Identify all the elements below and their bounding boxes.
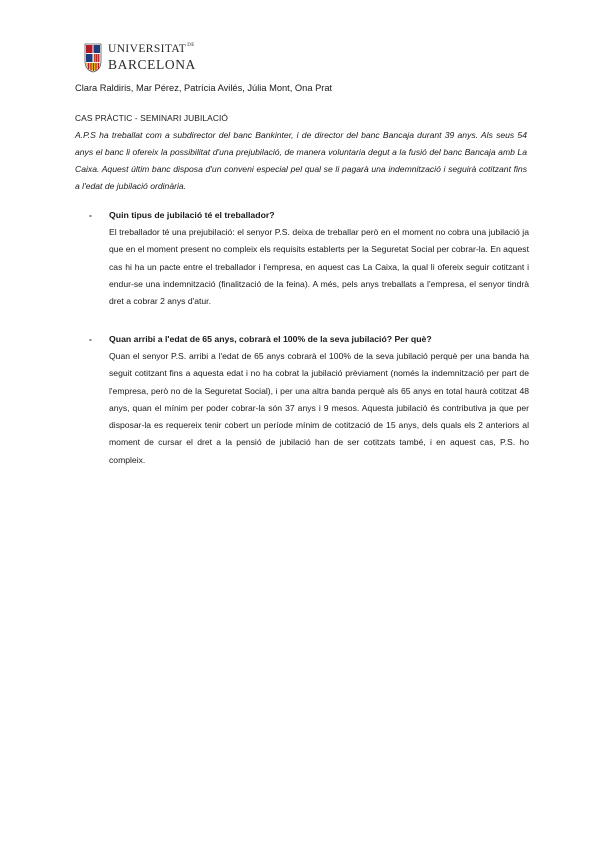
question-text: Quin tipus de jubilació té el treballador? <box>109 210 275 220</box>
question-heading <box>89 332 529 346</box>
case-description: A.P.S ha treballat com a subdirector del banc Bankinter, i de director del banc Bancaja durant 39 anys. Als seus 54 anys el banc li ofereix la possibilitat d'una prejubilació, de manera voluntaria degut a la fusió del banc Bancaja amb La Caixa. Aquest últim banc disposa d'un conveni especial pel qual se li pagarà una indemnització i seguirà cotitzant fins a l'edat de jubilació ordinària. <box>75 130 527 191</box>
logo-line-1: $UNIVERSITAT^{DE}$ <box>108 43 195 55</box>
list-bullet: - <box>89 334 92 344</box>
question-block-1 <box>89 208 529 310</box>
university-shield-icon <box>84 43 102 73</box>
question-text: Quan arribi a l'edat de 65 anys, cobrarà el 100% de la seva jubilació? Per què? <box>109 334 432 344</box>
list-bullet: - <box>89 210 92 220</box>
document-title: CAS PRÀCTIC - SEMINARI JUBILACIÓ <box>75 113 229 123</box>
university-logo <box>84 42 194 76</box>
authors: Clara Raldiris, Mar Pérez, Patrícia Avilés, Júlia Mont, Ona Prat <box>75 83 333 93</box>
question-heading <box>89 208 529 222</box>
question-block-2 <box>89 332 529 469</box>
logo-line-2: BARCELONA <box>108 57 196 72</box>
answer-text: El treballador té una prejubilació: el senyor P.S. deixa de treballar però en el moment no cobra una jubilació ja que en el moment present no compleix els requisits establerts per la Seguretat Social per cobrar-la. En aquest cas hi ha un pacte entre el treballador i l'empresa, en aquest cas La Caixa, la qual li ofereix seguir cotitzant i endur-se una indemnització (finalització de la feina). A més, pels anys treballats a l'empresa, el senyor tindrà dret a cobrar 2 anys d'atur. <box>109 227 529 307</box>
answer-text: Quan el senyor P.S. arribi a l'edat de 65 anys cobrarà el 100% de la seva jubilació perquè per una banda ha seguit cotitzant fins a aquesta edat i no ha cobrat la jubilació prèviament (només la indemnització per part de l'empresa, però no de la Seguretat Social), i per una altra banda perquè als 65 anys en total haurà cotitzat 48 anys, quan el mínim per poder cobrar-la són 37 anys i 9 mesos. Aquesta jubilació és contributiva ja que per disposar-la es requereix tenir cobert un període mínim de cotització de 15 anys, dels quals els 2 anteriors al moment de cursar el dret a la pensió de jubilació han de ser cotitzats també, i en aquest cas, P.S. ho compleix. <box>109 351 529 465</box>
